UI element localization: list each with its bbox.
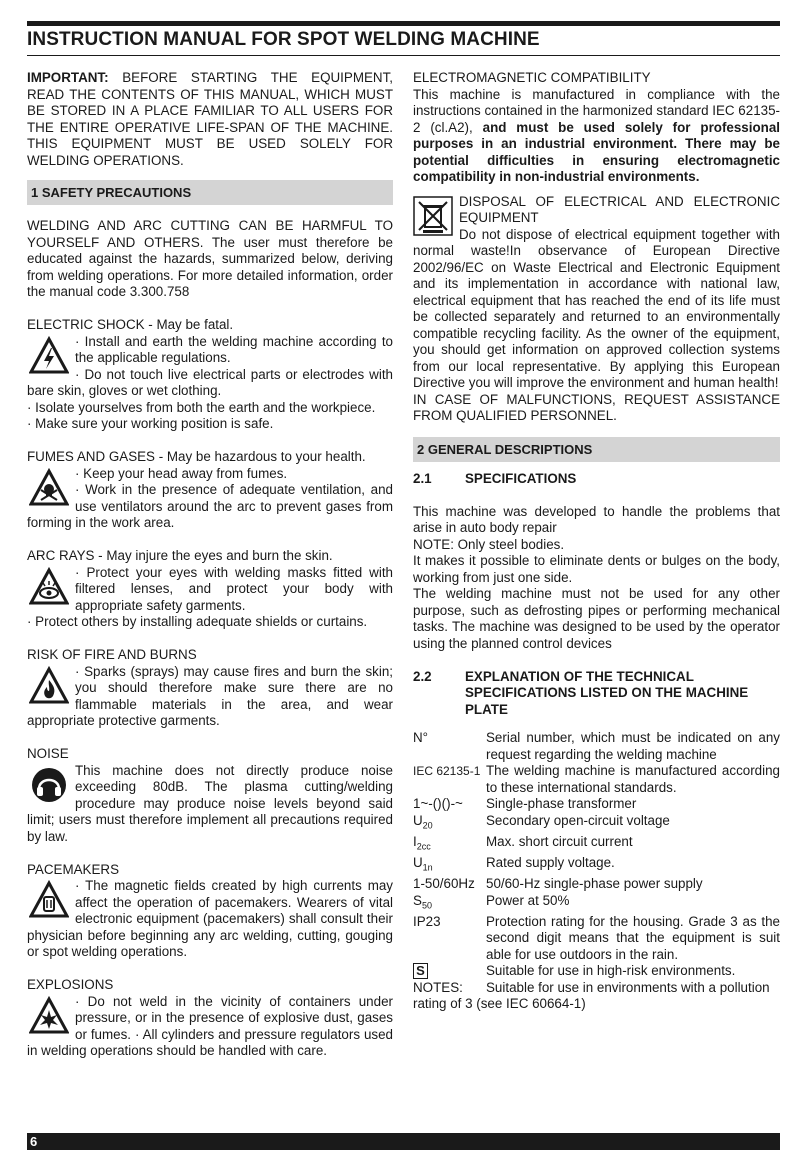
technical-specs-heading: 2.2 EXPLANATION OF THE TECHNICAL SPECIFICATIONS LISTED ON THE MACHINE PLATE	[413, 668, 749, 717]
spec-key: $S_{50}$	[413, 892, 432, 911]
section-2-heading: 2 GENERAL DESCRIPTIONS	[413, 437, 780, 462]
toxic-skull-icon	[29, 468, 69, 508]
spec-description: Power at 50%	[486, 892, 570, 908]
spec-row	[413, 980, 780, 997]
safety-warning: WELDING AND ARC CUTTING CAN BE HARMFUL TO YOURSELF AND OTHERS. The user must therefore be educated against the hazards, summarized below, deriving from welding operations. For more detailed information, order the manual code 3.300.758	[27, 218, 393, 299]
spec-row	[413, 963, 780, 980]
spec-description: Secondary open-circuit voltage	[486, 812, 670, 828]
fire-heading: RISK OF FIRE AND BURNS	[27, 647, 197, 662]
spec-row	[413, 796, 780, 813]
spec-key: $U_{20}$	[413, 812, 433, 831]
spec-key: $I_{2cc}$	[413, 833, 431, 852]
noise-block: This machine does not directly produce noise exceeding 80dB. The plasma cutting/welding procedure may produce noise levels beyond said limit; users must therefore implement all precautions required by law.	[27, 762, 393, 844]
spec-description: Max. short circuit current	[486, 833, 633, 849]
notes-tail: rating of 3 (see IEC 60664-1)	[413, 996, 586, 1012]
fumes-block: · Keep your head away from fumes. · Work in the presence of adequate ventilation, and use ventilators around the arc to prevent gases from forming in the work area.	[27, 465, 393, 530]
arc-rays-eye-icon	[29, 567, 69, 607]
spec-row	[413, 730, 780, 763]
spec-description: Rated supply voltage.	[486, 854, 615, 870]
spec-description: Suitable for use in environments with a pollution	[486, 979, 770, 995]
pacemakers-heading: PACEMAKERS	[27, 861, 120, 877]
noise-heading: NOISE	[27, 746, 69, 761]
page-title: INSTRUCTION MANUAL FOR SPOT WELDING MACHINE	[27, 29, 540, 50]
spec-row	[413, 834, 780, 855]
malfunctions-notice: IN CASE OF MALFUNCTIONS, REQUEST ASSISTANCE FROM QUALIFIED PERSONNEL.	[413, 391, 780, 423]
explosions-heading: EXPLOSIONS	[27, 977, 114, 992]
high-risk-s-symbol: S	[413, 963, 428, 979]
emc-paragraph: This machine is manufactured in compliance with the instructions contained in the harmonized standard IEC 62135-2 (cl.A2), and must be used solely for professional purposes in an industrial environment. There may be potential difficulties in ensuring electromagnetic compatibility in non-industrial environments.	[413, 86, 781, 184]
disposal-heading: DISPOSAL OF ELECTRICAL AND ELECTRONIC EQUIPMENT	[459, 193, 780, 225]
explosions-block: · Do not weld in the vicinity of containers under pressure, or in the presence of explosive dust, gases or fumes. · All cylinders and pressure regulators used in welding operations should be handled with care.	[27, 993, 393, 1058]
page-number: 6	[30, 1134, 38, 1149]
specifications-heading: 2.1 SPECIFICATIONS	[413, 470, 577, 486]
electric-shock-block: · Install and earth the welding machine according to the applicable regulations. · Do not touch live electrical parts or electrodes with bare skin, gloves or wet clothing.	[27, 333, 393, 398]
electric-shock-heading: ELECTRIC SHOCK - May be fatal.	[27, 317, 234, 332]
spec-row	[413, 763, 780, 796]
ear-protection-icon	[29, 765, 69, 805]
spec-description: 50/60-Hz single-phase power supply	[486, 876, 703, 892]
explosion-hazard-icon	[29, 996, 69, 1036]
top-rule	[27, 21, 780, 26]
spec-key: 1~-()()-~	[413, 796, 463, 811]
spec-row	[413, 876, 780, 893]
title-underline	[27, 55, 780, 56]
fumes-heading: FUMES AND GASES - May be hazardous to your health.	[27, 449, 366, 464]
arc-rays-block: · Protect your eyes with welding masks fitted with filtered lenses, and protect your body with appropriate safety garments.	[27, 565, 393, 615]
spec-row	[413, 855, 780, 876]
electric-shock-warning-icon	[29, 336, 69, 376]
spec-key: 1-50/60Hz	[413, 876, 475, 892]
spec-description: Protection rating for the housing. Grade 3 as the second digit means that the equipment is suit able for use outdoors in the rain.	[486, 913, 780, 962]
spec-description: Single-phase transformer	[486, 796, 637, 811]
emc-heading: ELECTROMAGNETIC COMPATIBILITY	[413, 70, 651, 85]
spec-key: IP23	[413, 913, 441, 929]
disposal-paragraph: Do not dispose of electrical equipment together with normal waste!In observance of European Directive 2002/96/EC on Waste Electrical and Electronic Equipment and its implementation in accordance with national law, electrical equipment that has reached the end of its life must be collected separately and returned to an environmentally compatible recycling facility. As the owner of the equipment, you should get information on approved collection systems from our local representative. By applying this European Directive you will improve the environment and human health!	[413, 226, 780, 390]
pacemakers-block: · The magnetic fields created by high currents may affect the operation of pacemakers. Wearers of vital electronic equipment (pacemakers) shall consult their physician before beginning any arc welding, cutting, gouging or spot welding operations.	[27, 878, 393, 959]
fire-hazard-icon	[29, 666, 69, 706]
spec-key: $U_{1n}$	[413, 854, 433, 873]
arc-rays-heading: ARC RAYS - May injure the eyes and burn the skin.	[27, 548, 333, 563]
section-1-heading: 1 SAFETY PRECAUTIONS	[27, 180, 393, 205]
fire-block: · Sparks (sprays) may cause fires and burn the skin; you should therefore make sure there are no flammable materials in the area, and wear appropriate protective garments.	[27, 663, 393, 728]
spec-key	[413, 963, 486, 980]
pacemaker-warning-icon	[29, 880, 69, 920]
spec-key: IEC 62135-1	[413, 764, 481, 778]
plate-specs-list	[413, 730, 780, 996]
spec-row	[413, 813, 780, 834]
spec-description: Suitable for use in high-risk environments.	[486, 963, 736, 979]
right-column: ELECTROMAGNETIC COMPATIBILITY This machine is manufactured in compliance with the instructions contained in the harmonized standard IEC 62135-2 (cl.A2), and must be used solely for professional purposes in an industrial environment. There may be potential difficulties in ensuring electromagnetic compatibility in non-industrial environments. DISPOSAL OF ELECTRICAL AND ELECTRONIC EQUIPMENT Do not dispose of electrical equipment together with normal waste!In observance of European Directive 2002/96/EC on Waste Electrical and Electronic Equipment and its implementation in accordance with national law, electrical equipment that has reached the end of its life must be collected separately and returned to an environmentally compatible recycling facility. As the owner of the equipment, you should get information on approved collection systems from our local representative. By applying this European Directive you will improve the environment and human health! IN CASE OF MALFUNCTIONS, REQUEST ASSISTANCE FROM QUALIFIED PERSONNEL. 2 GENERAL DESCRIPTIONS 2.1 SPECIFICATIONS This machine was developed to handle the problems that arise in auto body repair NOTE: Only steel bodies. It makes it possible to eliminate dents or bulges on the body, working from just one side. The welding machine must not be used for any other purpose, such as defrosting pipes or performing mechanical tasks. The machine was designed to be used by the operator using the planned control devices 2.2 EXPLANATION OF THE TECHNICAL SPECIFICATIONS LISTED ON THE MACHINE PLATE N° Serial number, which must be indicated on any request regarding the welding machine IEC 62135-1 The welding machine is manufactured according to these international standards. 1~-()()-~ Single-phase transformer $U_{20}$ Secondary open-circuit voltage $I_{2cc}$ Max. short circuit current $U_{1n}$ Rated supply voltage. 1-50/60Hz 50/60-Hz single-phase power supply $S_{50}$ Power at 50% IP23 Protection rating for the housing. Grade 3 as the second digit means that the equipment is suit able for use outdoors in the rain. S Suitable for use in high-risk environments. NOTES: Suitable for use in environments with a pollution rating of 3 (see IEC 60664-1)	[413, 70, 781, 1012]
left-column: IMPORTANT: BEFORE STARTING THE EQUIPMENT, READ THE CONTENTS OF THIS MANUAL, WHICH MUST BE STORED IN A PLACE FAMILIAR TO ALL USERS FOR THE ENTIRE OPERATIVE LIFE-SPAN OF THE MACHINE. THIS EQUIPMENT MUST BE USED SOLELY FOR WELDING OPERATIONS. 1 SAFETY PRECAUTIONS WELDING AND ARC CUTTING CAN BE HARMFUL TO YOURSELF AND OTHERS. The user must therefore be educated against the hazards, summarized below, deriving from welding operations. For more detailed information, order the manual code 3.300.758 ELECTRIC SHOCK - May be fatal. · Install and earth the welding machine according to the applicable regulations. · Do not touch live electrical parts or electrodes with bare skin, gloves or wet clothing. · Isolate yourselves from both the earth and the workpiece. · Make sure your working position is safe. FUMES AND GASES - May be hazardous to your health. · Keep your head away from fumes. · Work in the presence of adequate ventilation, and use ventilators around the arc to prevent gases from forming in the work area. ARC RAYS - May injure the eyes and burn the skin. · Protect your eyes with welding masks fitted with filtered lenses, and protect your body with appropriate safety garments. · Protect others by installing adequate shields or curtains. RISK OF FIRE AND BURNS · Sparks (sprays) may cause fires and burn the skin; you should therefore make sure there are no flammable materials in the area, and wear appropriate protective garments. NOISE This machine does not directly produce noise exceeding 80dB. The plasma cutting/welding procedure may produce noise levels beyond said limit; users must therefore implement all precautions required by law. PACEMAKERS · The magnetic fields created by high currents may affect the operation of pacemakers. Wearers of vital electronic equipment (pacemakers) shall consult their physician before beginning any arc welding, cutting, gouging or spot welding operations. EXPLOSIONS · Do not weld in the vicinity of containers under pressure, or in the presence of explosive dust, gases or fumes. · All cylinders and pressure regulators used in welding operations should be handled with care.	[27, 70, 393, 1058]
intro-paragraph: IMPORTANT: BEFORE STARTING THE EQUIPMENT, READ THE CONTENTS OF THIS MANUAL, WHICH MUST BE STORED IN A PLACE FAMILIAR TO ALL USERS FOR THE ENTIRE OPERATIVE LIFE-SPAN OF THE MACHINE. THIS EQUIPMENT MUST BE USED SOLELY FOR WELDING OPERATIONS.	[27, 70, 393, 168]
spec-row	[413, 893, 780, 914]
spec-key: N°	[413, 730, 429, 745]
spec-key: NOTES:	[413, 979, 463, 995]
spec-row	[413, 914, 780, 964]
disposal-block	[413, 194, 780, 425]
spec-description: Serial number, which must be indicated on any request regarding the welding machine	[486, 730, 780, 762]
footer-bar	[27, 1133, 780, 1150]
spec-description: The welding machine is manufactured according to these international standards.	[486, 763, 780, 795]
crossed-out-bin-icon	[413, 196, 453, 236]
